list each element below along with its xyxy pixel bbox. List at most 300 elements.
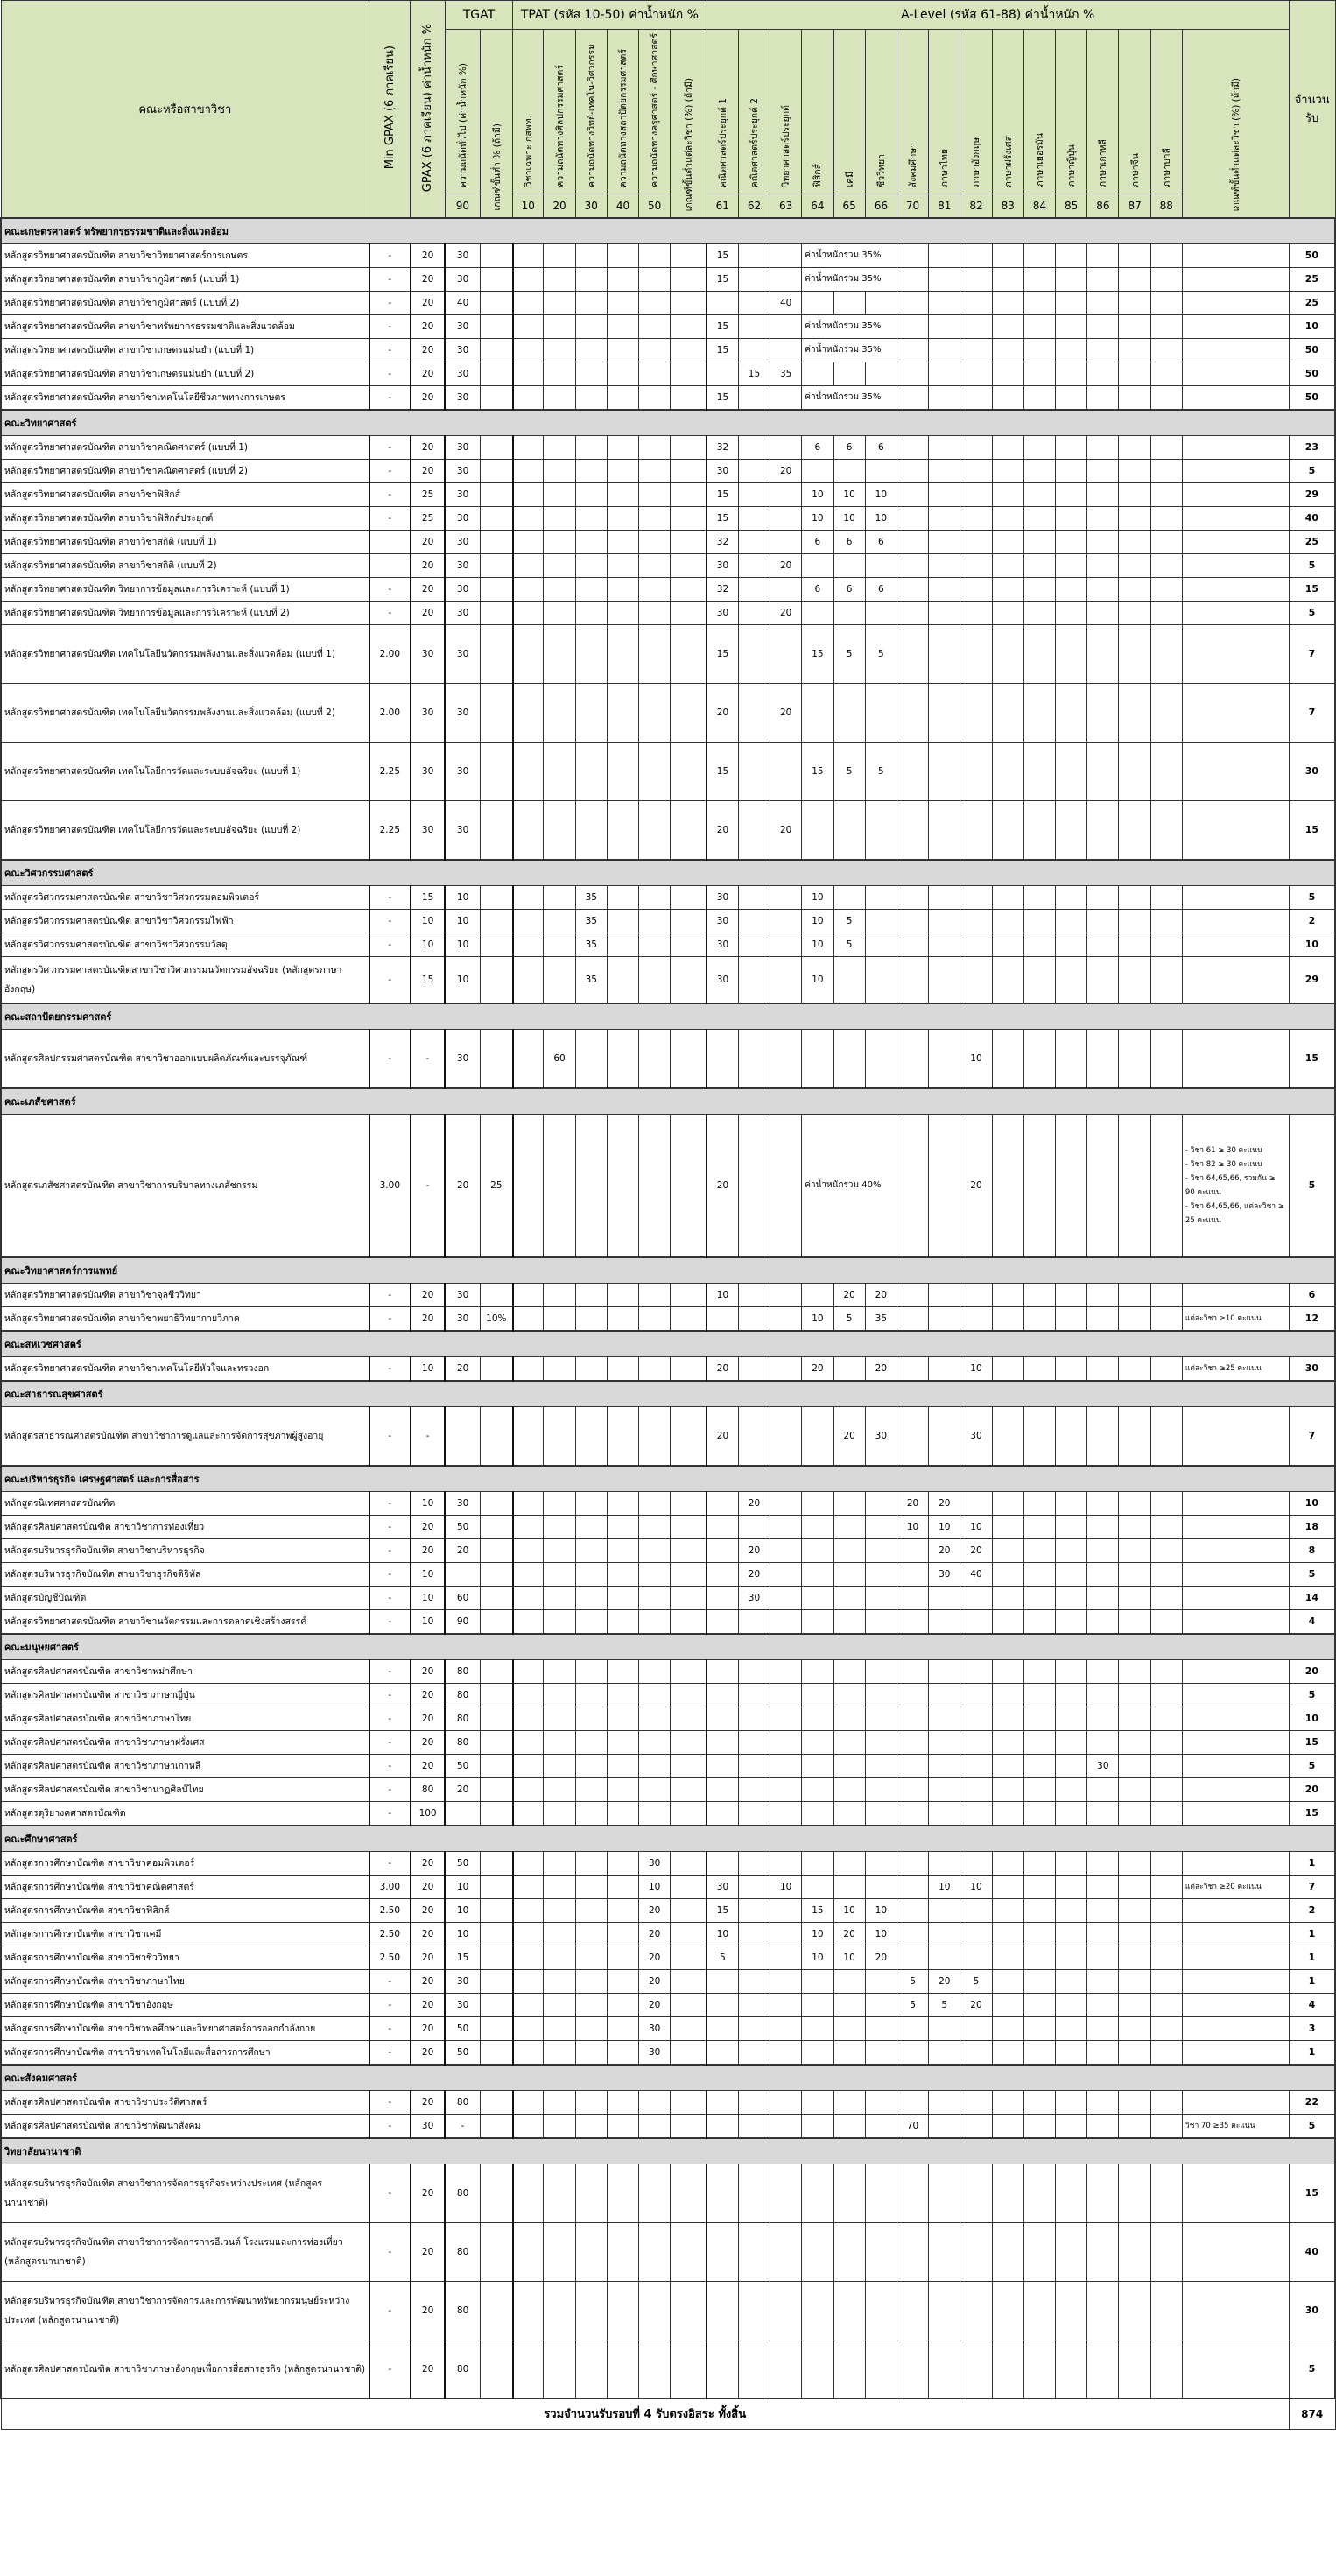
min-gpax-cell: 2.50 xyxy=(369,1898,411,1922)
alevel-61-cell: 30 xyxy=(707,553,738,577)
alevel-min-cell: วิชา 70 ≥35 คะแนน xyxy=(1182,2114,1289,2138)
alevel-min-cell xyxy=(1182,1946,1289,1969)
alevel-61-cell xyxy=(707,1993,738,2016)
gpax-cell: 10 xyxy=(411,1562,445,1586)
gpax-cell: - xyxy=(411,1114,445,1257)
tpat-30-cell xyxy=(575,385,607,410)
alevel-64-cell xyxy=(802,1777,833,1801)
seats-count: 40 xyxy=(1289,2222,1335,2281)
min-gpax-cell: 2.25 xyxy=(369,800,411,860)
faculty-section-header xyxy=(1,1257,1335,1284)
alevel-84-cell xyxy=(1023,933,1055,956)
program-name: หลักสูตรสาธารณศาสตรบัณฑิต สาขาวิชาการดูแลและการจัดการสุขภาพผู้สูงอายุ xyxy=(1,1406,369,1466)
alevel-61-cell xyxy=(707,1777,738,1801)
min-gpax-cell: 2.00 xyxy=(369,683,411,742)
alevel-85-cell xyxy=(1056,2340,1087,2398)
alevel-88-cell xyxy=(1150,909,1182,933)
alevel-64-cell: 6 xyxy=(802,577,833,601)
tpat-30-cell xyxy=(575,2281,607,2340)
alevel-84-cell xyxy=(1023,2114,1055,2138)
alevel-86-cell xyxy=(1087,2340,1119,2398)
alevel-82-code: 82 xyxy=(960,194,992,218)
tpat-50-cell xyxy=(639,482,671,506)
alevel-min-cell xyxy=(1182,1406,1289,1466)
tpat-40-cell xyxy=(607,1491,638,1515)
alevel-65-cell xyxy=(833,1562,865,1586)
alevel-62-cell xyxy=(738,624,770,683)
tpat-30-cell xyxy=(575,435,607,459)
alevel-61-cell xyxy=(707,1969,738,1993)
alevel-81-cell xyxy=(929,362,960,385)
alevel-83-cell xyxy=(992,800,1023,860)
alevel-70-cell xyxy=(897,683,928,742)
alevel-83-cell xyxy=(992,2222,1023,2281)
program-name: หลักสูตรวิทยาศาสตรบัณฑิต สาขาวิชาเทคโนโลยีหัวใจและทรวงอก xyxy=(1,1356,369,1381)
tpat-min-cell xyxy=(671,1562,707,1586)
alevel-88-cell xyxy=(1150,1875,1182,1898)
alevel-65-cell xyxy=(833,2090,865,2114)
alevel-62-cell xyxy=(738,314,770,338)
alevel-86-cell xyxy=(1087,956,1119,1003)
alevel-84-cell xyxy=(1023,1538,1055,1562)
seats-count: 5 xyxy=(1289,1562,1335,1586)
alevel-70-cell xyxy=(897,459,928,482)
alevel-63-cell xyxy=(770,1515,802,1538)
alevel-82-cell xyxy=(960,1801,992,1826)
tgat-min-cell xyxy=(480,1754,512,1777)
tgat-min-cell xyxy=(480,956,512,1003)
alevel-82-cell: 20 xyxy=(960,1993,992,2016)
alevel-65-cell xyxy=(833,885,865,909)
alevel-85-cell xyxy=(1056,624,1087,683)
tpat-40-cell xyxy=(607,1946,638,1969)
alevel-85-cell xyxy=(1056,2040,1087,2065)
alevel-63-cell xyxy=(770,577,802,601)
tgat-min-cell xyxy=(480,577,512,601)
alevel-62-cell xyxy=(738,1406,770,1466)
alevel-83-cell xyxy=(992,2114,1023,2138)
min-gpax-cell: - xyxy=(369,2164,411,2222)
alevel-83-cell xyxy=(992,1586,1023,1609)
alevel-61-code: 61 xyxy=(707,194,738,218)
alevel-88-cell xyxy=(1150,553,1182,577)
alevel-84-cell xyxy=(1023,601,1055,624)
alevel-65-cell xyxy=(833,1609,865,1634)
alevel-87-cell xyxy=(1119,2281,1150,2340)
alevel-88-cell xyxy=(1150,435,1182,459)
alevel-88-cell xyxy=(1150,2114,1182,2138)
tpat-10-cell xyxy=(513,1851,544,1875)
tgat-90-cell: 30 xyxy=(445,459,480,482)
tpat-30-cell xyxy=(575,243,607,267)
tpat-40-cell xyxy=(607,1406,638,1466)
tpat-10-cell xyxy=(513,1922,544,1946)
alevel-61-cell xyxy=(707,1609,738,1634)
tgat-min-cell xyxy=(480,1730,512,1754)
tpat-min-cell xyxy=(671,267,707,291)
tpat-30-cell xyxy=(575,1754,607,1777)
alevel-64-cell xyxy=(802,459,833,482)
alevel-87-cell xyxy=(1119,683,1150,742)
tpat-20-label: ความถนัดทางศิลปกรรมศาสตร์ xyxy=(554,65,566,187)
alevel-62-cell xyxy=(738,1356,770,1381)
gpax-cell: 20 xyxy=(411,2281,445,2340)
tgat-min-cell xyxy=(480,530,512,553)
alevel-81-cell xyxy=(929,956,960,1003)
seats-count: 5 xyxy=(1289,459,1335,482)
alevel-88-cell xyxy=(1150,1777,1182,1801)
alevel-62-cell xyxy=(738,1898,770,1922)
alevel-min-cell xyxy=(1182,267,1289,291)
tpat-10-cell xyxy=(513,1283,544,1306)
alevel-88-cell xyxy=(1150,624,1182,683)
min-gpax-cell: - xyxy=(369,362,411,385)
alevel-84-cell xyxy=(1023,482,1055,506)
alevel-66-cell xyxy=(865,1707,897,1730)
alevel-81-cell xyxy=(929,1586,960,1609)
alevel-87-cell xyxy=(1119,435,1150,459)
alevel-62-cell xyxy=(738,577,770,601)
alevel-81-cell xyxy=(929,1922,960,1946)
alevel-88-cell xyxy=(1150,933,1182,956)
alevel-63-cell xyxy=(770,2016,802,2040)
alevel-66-cell xyxy=(865,459,897,482)
faculty-name: คณะวิทยาศาสตร์ xyxy=(1,410,1335,436)
alevel-82-cell: 10 xyxy=(960,1029,992,1088)
program-name: หลักสูตรศิลปศาสตรบัณฑิต สาขาวิชาภาษาอังกฤษเพื่อการสื่อสารธุรกิจ (หลักสูตรนานาชาติ) xyxy=(1,2340,369,2398)
program-name: หลักสูตรบริหารธุรกิจบัณฑิต สาขาวิชาธุรกิจดิจิทัล xyxy=(1,1562,369,1586)
alevel-84-cell xyxy=(1023,1356,1055,1381)
alevel-87-cell xyxy=(1119,1356,1150,1381)
gpax-cell: 20 xyxy=(411,577,445,601)
tpat-20-cell xyxy=(544,1754,575,1777)
tpat-min-cell xyxy=(671,683,707,742)
alevel-70-cell xyxy=(897,530,928,553)
alevel-64-cell xyxy=(802,1609,833,1634)
alevel-87-cell xyxy=(1119,1029,1150,1088)
alevel-63-cell xyxy=(770,1356,802,1381)
alevel-86-cell xyxy=(1087,1851,1119,1875)
alevel-86-cell xyxy=(1087,530,1119,553)
tgat-90-cell: 50 xyxy=(445,1515,480,1538)
alevel-64-cell xyxy=(802,1875,833,1898)
tpat-20-cell xyxy=(544,933,575,956)
alevel-min-header xyxy=(1182,30,1289,218)
alevel-85-cell xyxy=(1056,362,1087,385)
tpat-20-cell xyxy=(544,800,575,860)
tpat-10-cell xyxy=(513,1356,544,1381)
alevel-min-cell xyxy=(1182,1777,1289,1801)
tgat-90-cell: 80 xyxy=(445,2090,480,2114)
seats-count: 7 xyxy=(1289,683,1335,742)
gpax-cell: 10 xyxy=(411,1356,445,1381)
tpat-10-cell xyxy=(513,1683,544,1707)
tgat-min-cell xyxy=(480,1777,512,1801)
alevel-84-cell xyxy=(1023,459,1055,482)
tpat-40-cell xyxy=(607,530,638,553)
alevel-70-cell xyxy=(897,506,928,530)
alevel-83-code: 83 xyxy=(992,194,1023,218)
tpat-50-cell xyxy=(639,956,671,1003)
alevel-84-cell xyxy=(1023,243,1055,267)
alevel-85-cell xyxy=(1056,1609,1087,1634)
tpat-40-cell xyxy=(607,1851,638,1875)
tpat-40-cell xyxy=(607,482,638,506)
tpat-10-cell xyxy=(513,2040,544,2065)
alevel-65-cell: 20 xyxy=(833,1283,865,1306)
alevel-min-cell xyxy=(1182,1659,1289,1683)
alevel-85-cell xyxy=(1056,1993,1087,2016)
alevel-70-cell xyxy=(897,267,928,291)
tpat-40-cell xyxy=(607,624,638,683)
tgat-90-cell: 30 xyxy=(445,800,480,860)
tpat-50-cell xyxy=(639,2340,671,2398)
alevel-88-cell xyxy=(1150,1993,1182,2016)
tpat-min-cell xyxy=(671,1283,707,1306)
alevel-82-cell xyxy=(960,435,992,459)
alevel-82-cell xyxy=(960,314,992,338)
tpat-50-cell xyxy=(639,601,671,624)
program-row xyxy=(1,2340,1335,2398)
alevel-66-cell: 35 xyxy=(865,1306,897,1331)
alevel-82-cell xyxy=(960,385,992,410)
alevel-min-cell xyxy=(1182,1538,1289,1562)
alevel-63-cell xyxy=(770,1306,802,1331)
alevel-63-cell xyxy=(770,1730,802,1754)
alevel-87-cell xyxy=(1119,1515,1150,1538)
alevel-62-cell xyxy=(738,1609,770,1634)
alevel-85-cell xyxy=(1056,1851,1087,1875)
tpat-40-cell xyxy=(607,2114,638,2138)
alevel-85-cell xyxy=(1056,1515,1087,1538)
alevel-66-cell xyxy=(865,909,897,933)
alevel-86-cell xyxy=(1087,601,1119,624)
alevel-83-cell xyxy=(992,1969,1023,1993)
tpat-min-cell xyxy=(671,1609,707,1634)
min-gpax-cell: - xyxy=(369,1283,411,1306)
alevel-82-cell xyxy=(960,909,992,933)
seats-count: 30 xyxy=(1289,742,1335,800)
alevel-66-cell xyxy=(865,1029,897,1088)
alevel-61-cell xyxy=(707,1851,738,1875)
alevel-86-cell xyxy=(1087,909,1119,933)
alevel-83-cell xyxy=(992,553,1023,577)
total-value: 874 xyxy=(1289,2398,1335,2429)
alevel-81-cell xyxy=(929,683,960,742)
alevel-82-cell xyxy=(960,1922,992,1946)
tpat-40-cell xyxy=(607,1707,638,1730)
alevel-63-label: วิทยาศาสตร์ประยุกต์ xyxy=(781,105,792,187)
program-row xyxy=(1,1283,1335,1306)
alevel-83-cell xyxy=(992,601,1023,624)
alevel-81-cell xyxy=(929,553,960,577)
alevel-70-cell xyxy=(897,1356,928,1381)
alevel-70-cell xyxy=(897,1659,928,1683)
alevel-61-cell xyxy=(707,362,738,385)
alevel-64-cell: 15 xyxy=(802,742,833,800)
alevel-87-label: ภาษาจีน xyxy=(1129,152,1141,187)
alevel-70-cell xyxy=(897,742,928,800)
alevel-82-cell xyxy=(960,1586,992,1609)
tpat-50-cell xyxy=(639,338,671,362)
tgat-min-cell xyxy=(480,314,512,338)
tgat-90-cell: 30 xyxy=(445,338,480,362)
alevel-87-cell xyxy=(1119,362,1150,385)
alevel-65-cell xyxy=(833,553,865,577)
alevel-61-header xyxy=(707,30,738,194)
alevel-87-cell xyxy=(1119,933,1150,956)
alevel-66-cell xyxy=(865,1851,897,1875)
program-row xyxy=(1,800,1335,860)
min-gpax-cell: - xyxy=(369,956,411,1003)
program-name: หลักสูตรบริหารธุรกิจบัณฑิต สาขาวิชาการจัดการการอีเวนต์ โรงแรมและการท่องเที่ยว (หลักสูตรนานาชาติ) xyxy=(1,2222,369,2281)
alevel-86-header xyxy=(1087,30,1119,194)
tpat-30-cell: 35 xyxy=(575,909,607,933)
alevel-84-cell xyxy=(1023,1029,1055,1088)
program-name: หลักสูตรวิทยาศาสตรบัณฑิต สาขาวิชานวัตกรรมและการตลาดเชิงสร้างสรรค์ xyxy=(1,1609,369,1634)
tgat-90-cell: 80 xyxy=(445,2281,480,2340)
faculty-section-header xyxy=(1,1088,1335,1115)
alevel-81-cell xyxy=(929,2340,960,2398)
alevel-81-cell xyxy=(929,1707,960,1730)
tpat-50-cell xyxy=(639,291,671,314)
alevel-66-cell xyxy=(865,885,897,909)
alevel-83-header xyxy=(992,30,1023,194)
alevel-85-cell xyxy=(1056,243,1087,267)
alevel-62-cell xyxy=(738,530,770,553)
tpat-min-cell xyxy=(671,1406,707,1466)
gpax-cell: 20 xyxy=(411,459,445,482)
alevel-65-cell xyxy=(833,1777,865,1801)
program-name: หลักสูตรวิศวกรรมศาสตรบัณฑิต สาขาวิชาวิศวกรรมไฟฟ้า xyxy=(1,909,369,933)
alevel-66-cell: 5 xyxy=(865,624,897,683)
alevel-85-cell xyxy=(1056,1586,1087,1609)
min-gpax-cell: - xyxy=(369,243,411,267)
tpat-20-cell xyxy=(544,1922,575,1946)
alevel-82-cell xyxy=(960,291,992,314)
alevel-84-cell xyxy=(1023,1114,1055,1257)
min-gpax-cell: - xyxy=(369,1538,411,1562)
alevel-66-code: 66 xyxy=(865,194,897,218)
tgat-min-cell xyxy=(480,909,512,933)
alevel-63-cell xyxy=(770,1586,802,1609)
alevel-64-label: ฟิสิกส์ xyxy=(812,164,824,187)
gpax-cell: 30 xyxy=(411,624,445,683)
alevel-85-cell xyxy=(1056,435,1087,459)
alevel-61-cell: 15 xyxy=(707,742,738,800)
alevel-81-cell xyxy=(929,885,960,909)
gpax-cell: 20 xyxy=(411,2090,445,2114)
alevel-82-cell xyxy=(960,683,992,742)
alevel-70-cell xyxy=(897,1754,928,1777)
gpax-cell: 10 xyxy=(411,909,445,933)
seats-count: 7 xyxy=(1289,624,1335,683)
seats-count: 6 xyxy=(1289,1283,1335,1306)
alevel-64-cell: 15 xyxy=(802,1898,833,1922)
min-gpax-cell: - xyxy=(369,2222,411,2281)
alevel-86-cell xyxy=(1087,267,1119,291)
tpat-min-cell xyxy=(671,1306,707,1331)
program-name: หลักสูตรวิทยาศาสตรบัณฑิต สาขาวิชาสถิติ (แบบที่ 2) xyxy=(1,553,369,577)
tpat-min-cell xyxy=(671,385,707,410)
gpax-cell: 20 xyxy=(411,291,445,314)
alevel-81-cell xyxy=(929,1898,960,1922)
tpat-min-cell xyxy=(671,2340,707,2398)
tpat-30-cell xyxy=(575,482,607,506)
alevel-82-cell xyxy=(960,956,992,1003)
alevel-88-cell xyxy=(1150,291,1182,314)
alevel-66-cell xyxy=(865,800,897,860)
alevel-82-cell xyxy=(960,459,992,482)
faculty-name: วิทยาลัยนานาชาติ xyxy=(1,2138,1335,2164)
alevel-84-cell xyxy=(1023,1406,1055,1466)
alevel-70-cell xyxy=(897,2164,928,2222)
alevel-61-cell: 30 xyxy=(707,909,738,933)
tpat-10-header xyxy=(513,30,544,194)
tpat-50-cell xyxy=(639,1801,671,1826)
seats-count: 1 xyxy=(1289,2040,1335,2065)
alevel-62-cell xyxy=(738,506,770,530)
program-row xyxy=(1,1356,1335,1381)
alevel-66-cell xyxy=(865,1993,897,2016)
alevel-62-cell xyxy=(738,459,770,482)
tpat-10-cell xyxy=(513,624,544,683)
tpat-10-cell xyxy=(513,530,544,553)
tpat-20-cell xyxy=(544,482,575,506)
tpat-10-cell xyxy=(513,385,544,410)
seats-count: 5 xyxy=(1289,601,1335,624)
alevel-86-cell xyxy=(1087,1538,1119,1562)
tpat-min-cell xyxy=(671,1777,707,1801)
alevel-83-cell xyxy=(992,885,1023,909)
alevel-66-cell: 20 xyxy=(865,1283,897,1306)
alevel-64-cell xyxy=(802,1538,833,1562)
alevel-61-cell: 32 xyxy=(707,530,738,553)
alevel-61-cell: 15 xyxy=(707,243,738,267)
tpat-30-cell xyxy=(575,1801,607,1826)
tpat-50-header xyxy=(639,30,671,194)
alevel-82-cell xyxy=(960,1946,992,1969)
gpax-cell: 25 xyxy=(411,506,445,530)
alevel-66-cell: 10 xyxy=(865,506,897,530)
alevel-65-cell xyxy=(833,2281,865,2340)
alevel-85-cell xyxy=(1056,506,1087,530)
alevel-86-cell xyxy=(1087,1730,1119,1754)
alevel-65-cell xyxy=(833,601,865,624)
program-name: หลักสูตรการศึกษาบัณฑิต สาขาวิชาเคมี xyxy=(1,1922,369,1946)
alevel-63-cell xyxy=(770,1609,802,1634)
tpat-50-cell xyxy=(639,1659,671,1683)
alevel-64-header xyxy=(802,30,833,194)
program-name: หลักสูตรบัญชีบัณฑิต xyxy=(1,1586,369,1609)
tpat-30-cell xyxy=(575,1946,607,1969)
tpat-50-cell xyxy=(639,435,671,459)
tpat-10-label: วิชาเฉพาะ กสพท. xyxy=(523,116,534,187)
alevel-63-cell xyxy=(770,2340,802,2398)
tpat-10-cell xyxy=(513,1515,544,1538)
alevel-66-cell xyxy=(865,1515,897,1538)
gpax-cell: 20 xyxy=(411,2164,445,2222)
tgat-min-cell: 10% xyxy=(480,1306,512,1331)
alevel-63-cell xyxy=(770,314,802,338)
tgat-min-cell xyxy=(480,683,512,742)
faculty-section-header xyxy=(1,2138,1335,2164)
tpat-min-cell xyxy=(671,624,707,683)
tpat-30-cell xyxy=(575,1562,607,1586)
alevel-86-cell xyxy=(1087,1946,1119,1969)
alevel-88-cell xyxy=(1150,1491,1182,1515)
alevel-70-cell xyxy=(897,2340,928,2398)
